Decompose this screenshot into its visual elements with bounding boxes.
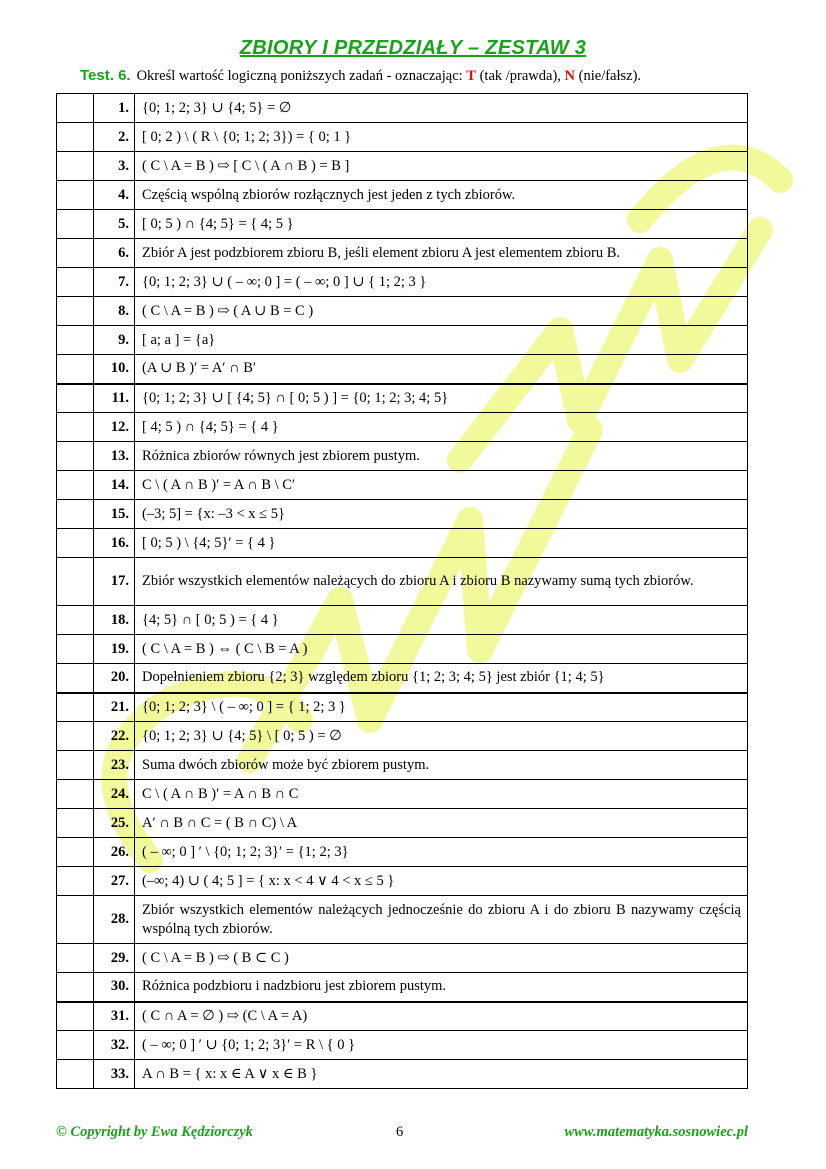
question-text: ( – ∞; 0 ] ′ ∪ {0; 1; 2; 3}′ = R \ { 0 } bbox=[135, 1031, 748, 1060]
false-letter: N bbox=[564, 68, 576, 84]
answer-cell[interactable] bbox=[57, 635, 94, 664]
question-text: A ∩ B = { x: x ∈ A ∨ x ∈ B } bbox=[135, 1060, 748, 1089]
question-row bbox=[57, 471, 748, 500]
question-row bbox=[57, 838, 748, 867]
answer-cell[interactable] bbox=[57, 94, 94, 123]
question-row bbox=[57, 1002, 748, 1031]
question-row bbox=[57, 500, 748, 529]
answer-cell[interactable] bbox=[57, 384, 94, 413]
question-number: 14. bbox=[94, 471, 135, 500]
answer-cell[interactable] bbox=[57, 413, 94, 442]
answer-cell[interactable] bbox=[57, 606, 94, 635]
answer-cell[interactable] bbox=[57, 297, 94, 326]
page-number: 6 bbox=[396, 1124, 404, 1140]
answer-cell[interactable] bbox=[57, 326, 94, 355]
question-text: Różnica podzbioru i nadzbioru jest zbiorem pustym. bbox=[135, 973, 748, 1002]
answer-cell[interactable] bbox=[57, 944, 94, 973]
question-text: ( C ∩ A = ∅ ) ⇨ (C \ A = A) bbox=[135, 1002, 748, 1031]
question-row bbox=[57, 693, 748, 722]
question-row bbox=[57, 867, 748, 896]
answer-cell[interactable] bbox=[57, 1060, 94, 1089]
question-row bbox=[57, 1031, 748, 1060]
question-number: 1. bbox=[94, 94, 135, 123]
question-row bbox=[57, 722, 748, 751]
question-number: 10. bbox=[94, 355, 135, 384]
question-number: 5. bbox=[94, 210, 135, 239]
question-row bbox=[57, 239, 748, 268]
question-text: [ 0; 5 ) ∩ {4; 5} = { 4; 5 } bbox=[135, 210, 748, 239]
question-text: Różnica zbiorów równych jest zbiorem pustym. bbox=[135, 442, 748, 471]
question-text: [ 0; 5 ) \ {4; 5}′ = { 4 } bbox=[135, 529, 748, 558]
question-number: 23. bbox=[94, 751, 135, 780]
question-number: 27. bbox=[94, 867, 135, 896]
question-text: [ 0; 2 ) \ ( R \ {0; 1; 2; 3}) = { 0; 1 } bbox=[135, 123, 748, 152]
question-text: (–3; 5] = {x: –3 < x ≤ 5} bbox=[135, 500, 748, 529]
question-text: {0; 1; 2; 3} ∪ [ {4; 5} ∩ [ 0; 5 ) ] = {0; 1; 2; 3; 4; 5} bbox=[135, 384, 748, 413]
question-text: [ 4; 5 ) ∩ {4; 5} = { 4 } bbox=[135, 413, 748, 442]
instruction-text: Określ wartość logiczną poniższych zadań - oznaczając: bbox=[136, 68, 467, 84]
instructions bbox=[80, 67, 641, 85]
copyright: © Copyright by Ewa Kędziorczyk bbox=[56, 1124, 253, 1140]
question-number: 26. bbox=[94, 838, 135, 867]
test-label: Test. 6. bbox=[80, 67, 131, 84]
question-row bbox=[57, 606, 748, 635]
question-number: 19. bbox=[94, 635, 135, 664]
question-text: ( – ∞; 0 ] ′ \ {0; 1; 2; 3}′ = {1; 2; 3} bbox=[135, 838, 748, 867]
question-text: Zbiór wszystkich elementów należących jednocześnie do zbioru A i do zbioru B nazywamy częścią wspólną tych zbiorów. bbox=[135, 896, 748, 944]
question-text: Zbiór A jest podzbiorem zbioru B, jeśli element zbioru A jest elementem zbioru B. bbox=[135, 239, 748, 268]
question-row bbox=[57, 529, 748, 558]
question-number: 32. bbox=[94, 1031, 135, 1060]
answer-cell[interactable] bbox=[57, 471, 94, 500]
question-row bbox=[57, 94, 748, 123]
question-number: 9. bbox=[94, 326, 135, 355]
question-number: 29. bbox=[94, 944, 135, 973]
answer-cell[interactable] bbox=[57, 500, 94, 529]
answer-cell[interactable] bbox=[57, 722, 94, 751]
question-number: 31. bbox=[94, 1002, 135, 1031]
question-text: ( C \ A = B ) ⇨ [ C \ ( A ∩ B ) = B ] bbox=[135, 152, 748, 181]
question-text: ( C \ A = B ) ⇨ ( B ⊂ C ) bbox=[135, 944, 748, 973]
question-number: 30. bbox=[94, 973, 135, 1002]
question-number: 15. bbox=[94, 500, 135, 529]
question-row bbox=[57, 268, 748, 297]
question-number: 33. bbox=[94, 1060, 135, 1089]
question-text: {0; 1; 2; 3} ∪ {4; 5} = ∅ bbox=[135, 94, 748, 123]
question-text: Częścią wspólną zbiorów rozłącznych jest jeden z tych zbiorów. bbox=[135, 181, 748, 210]
question-number: 22. bbox=[94, 722, 135, 751]
answer-cell[interactable] bbox=[57, 442, 94, 471]
question-row bbox=[57, 558, 748, 606]
question-row bbox=[57, 780, 748, 809]
question-row bbox=[57, 809, 748, 838]
question-number: 17. bbox=[94, 558, 135, 606]
question-text: {0; 1; 2; 3} \ ( – ∞; 0 ] = { 1; 2; 3 } bbox=[135, 693, 748, 722]
answer-cell[interactable] bbox=[57, 268, 94, 297]
question-text: (–∞; 4) ∪ ( 4; 5 ] = { x: x < 4 ∨ 4 < x ≤ 5 } bbox=[135, 867, 748, 896]
question-row bbox=[57, 152, 748, 181]
question-row bbox=[57, 896, 748, 944]
question-number: 16. bbox=[94, 529, 135, 558]
question-text: C \ ( A ∩ B )′ = A ∩ B ∩ C bbox=[135, 780, 748, 809]
question-number: 6. bbox=[94, 239, 135, 268]
question-text: Dopełnieniem zbioru {2; 3} względem zbioru {1; 2; 3; 4; 5} jest zbiór {1; 4; 5} bbox=[135, 664, 748, 693]
question-row bbox=[57, 1060, 748, 1089]
question-row bbox=[57, 355, 748, 384]
question-number: 20. bbox=[94, 664, 135, 693]
question-number: 3. bbox=[94, 152, 135, 181]
answer-cell[interactable] bbox=[57, 152, 94, 181]
question-text: Suma dwóch zbiorów może być zbiorem pustym. bbox=[135, 751, 748, 780]
question-number: 11. bbox=[94, 384, 135, 413]
question-number: 12. bbox=[94, 413, 135, 442]
question-number: 2. bbox=[94, 123, 135, 152]
answer-cell[interactable] bbox=[57, 973, 94, 1002]
question-text: C \ ( A ∩ B )′ = A ∩ B \ C′ bbox=[135, 471, 748, 500]
answer-cell[interactable] bbox=[57, 809, 94, 838]
question-row bbox=[57, 326, 748, 355]
answer-cell[interactable] bbox=[57, 529, 94, 558]
false-text: (nie/fałsz). bbox=[575, 68, 642, 84]
answer-cell[interactable] bbox=[57, 1002, 94, 1031]
answer-cell[interactable] bbox=[57, 867, 94, 896]
website-link[interactable]: www.matematyka.sosnowiec.pl bbox=[564, 1124, 748, 1140]
answer-cell[interactable] bbox=[57, 780, 94, 809]
answer-cell[interactable] bbox=[57, 693, 94, 722]
page-title: ZBIORY I PRZEDZIAŁY – ZESTAW 3 bbox=[239, 37, 587, 59]
question-row bbox=[57, 944, 748, 973]
answer-cell[interactable] bbox=[57, 1031, 94, 1060]
answer-cell[interactable] bbox=[57, 239, 94, 268]
question-row bbox=[57, 664, 748, 693]
answer-cell[interactable] bbox=[57, 123, 94, 152]
question-row bbox=[57, 442, 748, 471]
question-text: A′ ∩ B ∩ C = ( B ∩ C) \ A bbox=[135, 809, 748, 838]
answer-cell[interactable] bbox=[57, 664, 94, 693]
question-text: (A ∪ B )′ = A′ ∩ B′ bbox=[135, 355, 748, 384]
answer-cell[interactable] bbox=[57, 838, 94, 867]
question-row bbox=[57, 123, 748, 152]
answer-cell[interactable] bbox=[57, 181, 94, 210]
answer-cell[interactable] bbox=[57, 751, 94, 780]
question-row bbox=[57, 181, 748, 210]
question-number: 28. bbox=[94, 896, 135, 944]
question-text: {0; 1; 2; 3} ∪ {4; 5} \ [ 0; 5 ) = ∅ bbox=[135, 722, 748, 751]
question-row bbox=[57, 384, 748, 413]
true-text: (tak /prawda), bbox=[475, 68, 565, 84]
question-number: 8. bbox=[94, 297, 135, 326]
question-text: [ a; a ] = {a} bbox=[135, 326, 748, 355]
question-number: 7. bbox=[94, 268, 135, 297]
question-number: 24. bbox=[94, 780, 135, 809]
answer-cell[interactable] bbox=[57, 896, 94, 944]
question-text: {0; 1; 2; 3} ∪ ( – ∞; 0 ] = ( – ∞; 0 ] ∪ { 1; 2; 3 } bbox=[135, 268, 748, 297]
question-row bbox=[57, 973, 748, 1002]
answer-cell[interactable] bbox=[57, 558, 94, 606]
true-letter: T bbox=[466, 68, 476, 84]
question-text: {4; 5} ∩ [ 0; 5 ) = { 4 } bbox=[135, 606, 748, 635]
question-row bbox=[57, 635, 748, 664]
question-number: 18. bbox=[94, 606, 135, 635]
question-number: 25. bbox=[94, 809, 135, 838]
question-number: 4. bbox=[94, 181, 135, 210]
question-text: Zbiór wszystkich elementów należących do zbioru A i zbioru B nazywamy sumą tych zbiorów. bbox=[135, 558, 748, 606]
question-text: ( C \ A = B ) ⇨ ( A ∪ B = C ) bbox=[135, 297, 748, 326]
question-text: ( C \ A = B ) ⇔ ( C \ B = A ) bbox=[135, 635, 748, 664]
questions-table bbox=[56, 93, 748, 1089]
question-row bbox=[57, 297, 748, 326]
question-number: 13. bbox=[94, 442, 135, 471]
question-row bbox=[57, 751, 748, 780]
answer-cell[interactable] bbox=[57, 210, 94, 239]
answer-cell[interactable] bbox=[57, 355, 94, 384]
question-row bbox=[57, 413, 748, 442]
question-row bbox=[57, 210, 748, 239]
question-number: 21. bbox=[94, 693, 135, 722]
